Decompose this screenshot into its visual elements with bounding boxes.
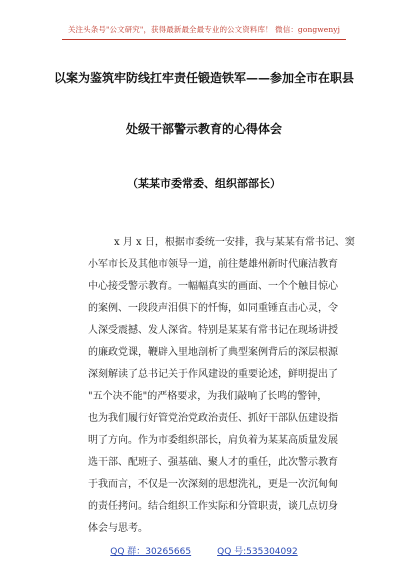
body-line: 小军市长及其他市领导一道，前往楚雄州新时代廉洁教育 — [88, 259, 338, 270]
body-line: 的廉政党课，鞭辟入里地剖析了典型案例背后的深层根源 — [88, 347, 338, 358]
body-line: 明了方向。作为市委组织部长，肩负着为某某高质量发展 — [88, 435, 338, 446]
document-title-line-2: 处级干部警示教育的心得体会 — [125, 122, 282, 136]
body-line: 也为我们履行好管党治党政治责任、抓好干部队伍建设指 — [88, 413, 338, 424]
qq-number-link[interactable]: QQ 号:535304092 — [217, 547, 298, 557]
author-byline: （某某市委常委、组织部部长） — [127, 177, 281, 190]
body-line: x 月 x 日，根据市委统一安排，我与某某有常书记、窦 — [114, 237, 355, 248]
header-banner: 关注头条号"公文研究"，获得最新最全最专业的公文资料库！ 微信：gongwenyj — [67, 25, 341, 34]
body-line: 深刻解读了总书记关于作风建设的重要论述，鲜明提出了 — [88, 369, 338, 380]
body-line: 体会与思考。 — [88, 523, 148, 534]
body-line: 选干部、配班子、强基础、聚人才的重任，此次警示教育 — [88, 457, 338, 468]
body-line: 人深受震撼、发人深省。特别是某某有常书记在现场讲授 — [88, 325, 338, 336]
body-line: 中心接受警示教育。一幅幅真实的画面、一个个触目惊心 — [88, 281, 338, 292]
body-line: "五个决不能"的严格要求，为我们敲响了长鸣的警钟， — [88, 391, 328, 402]
body-line: 的案例、一段段声泪俱下的忏悔，如同重锤直击心灵，令 — [88, 303, 338, 314]
header-divider — [62, 39, 346, 40]
document-title-line-1: 以案为鉴筑牢防线扛牢责任锻造铁军——参加全市在职县 — [53, 71, 354, 85]
body-line: 于我而言，不仅是一次深刻的思想洗礼，更是一次沉甸甸 — [88, 479, 338, 490]
body-line: 的责任拷问。结合组织工作实际和分管职责，谈几点切身 — [88, 501, 338, 512]
qq-group-link[interactable]: QQ 群：30265665 — [110, 547, 192, 557]
footer-contacts — [0, 544, 408, 557]
